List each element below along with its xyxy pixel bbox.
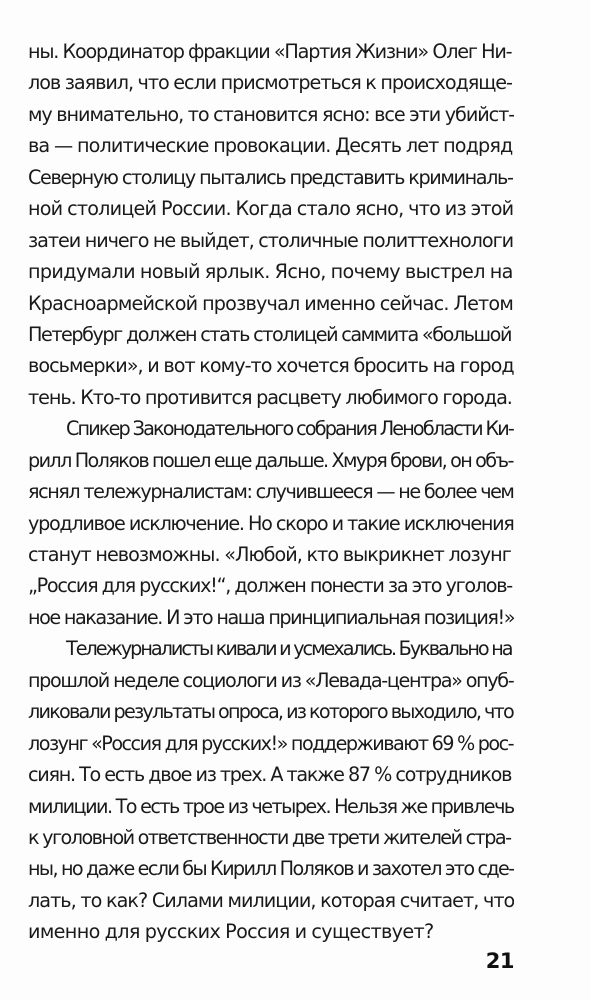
text-line: Красноармейской прозвучал именно сейчас. Летом <box>28 291 514 315</box>
text-line: рилл Поляков пошел еще дальше. Хмуря брови, он объ- <box>28 448 513 472</box>
text-line: ликовали результаты опроса, из которого выходило, что <box>28 700 513 724</box>
page-number: 21 <box>485 949 514 973</box>
text-line: сиян. То есть двое из трех. А также 87 % сотрудников <box>28 763 512 787</box>
text-line: Петербург должен стать столицей саммита «большой <box>28 322 511 346</box>
text-line: милиции. То есть трое из четырех. Нельзя же привлечь <box>28 794 514 818</box>
text-line: „Россия для русских!“, должен понести за это уголов- <box>28 574 512 598</box>
text-line: именно для русских Россия и существует? <box>28 920 434 944</box>
text-line: к уголовной ответственности две трети жителей стра- <box>28 825 511 849</box>
text-line: лов заявил, что если присмотреться к происходяще- <box>28 71 512 95</box>
text-line: станут невозможны. «Любой, кто выкрикнет лозунг <box>28 543 511 566</box>
text-line: лать, то как? Силами милиции, которая считает, что <box>28 888 514 912</box>
text-line: придумали новый ярлык. Ясно, почему выстрел на <box>28 260 513 284</box>
text-line: Северную столицу пытались представить криминаль- <box>28 165 513 189</box>
text-line: ва — политические провокации. Десять лет подряд <box>28 134 513 158</box>
text-line: Спикер Законодательного собрания Ленобласти Ки- <box>66 417 513 441</box>
text-line: му внимательно, то становится ясно: все эти убийст- <box>28 102 514 126</box>
text-line: яснял тележурналистам: случившееся — не более чем <box>28 480 514 504</box>
body-text <box>28 36 514 948</box>
text-line: ны. Координатор фракции «Партия Жизни» Олег Ни- <box>28 40 512 63</box>
text-line: прошлой неделе социологи из «Левада-центра» опуб- <box>28 668 514 692</box>
text-line: восьмерки», и вот кому-то хочется бросить на город <box>28 354 514 378</box>
text-line: тень. Кто-то противится расцвету любимого города. <box>28 385 512 409</box>
text-line: затеи ничего не выйдет, столичные политтехнологи <box>28 228 514 252</box>
text-line: ны, но даже если бы Кирилл Поляков и захотел это сде- <box>28 857 514 881</box>
text-line: лозунг «Россия для русских!» поддерживают 69 % рос- <box>28 731 514 755</box>
text-line: уродливое исключение. Но скоро и такие исключения <box>28 511 514 535</box>
text-line: Тележурналисты кивали и усмехались. Буквально на <box>66 637 512 661</box>
text-line: ной столицей России. Когда стало ясно, что из этой <box>28 197 514 221</box>
text-line: ное наказание. И это наша принципиальная позиция!» <box>28 605 514 629</box>
